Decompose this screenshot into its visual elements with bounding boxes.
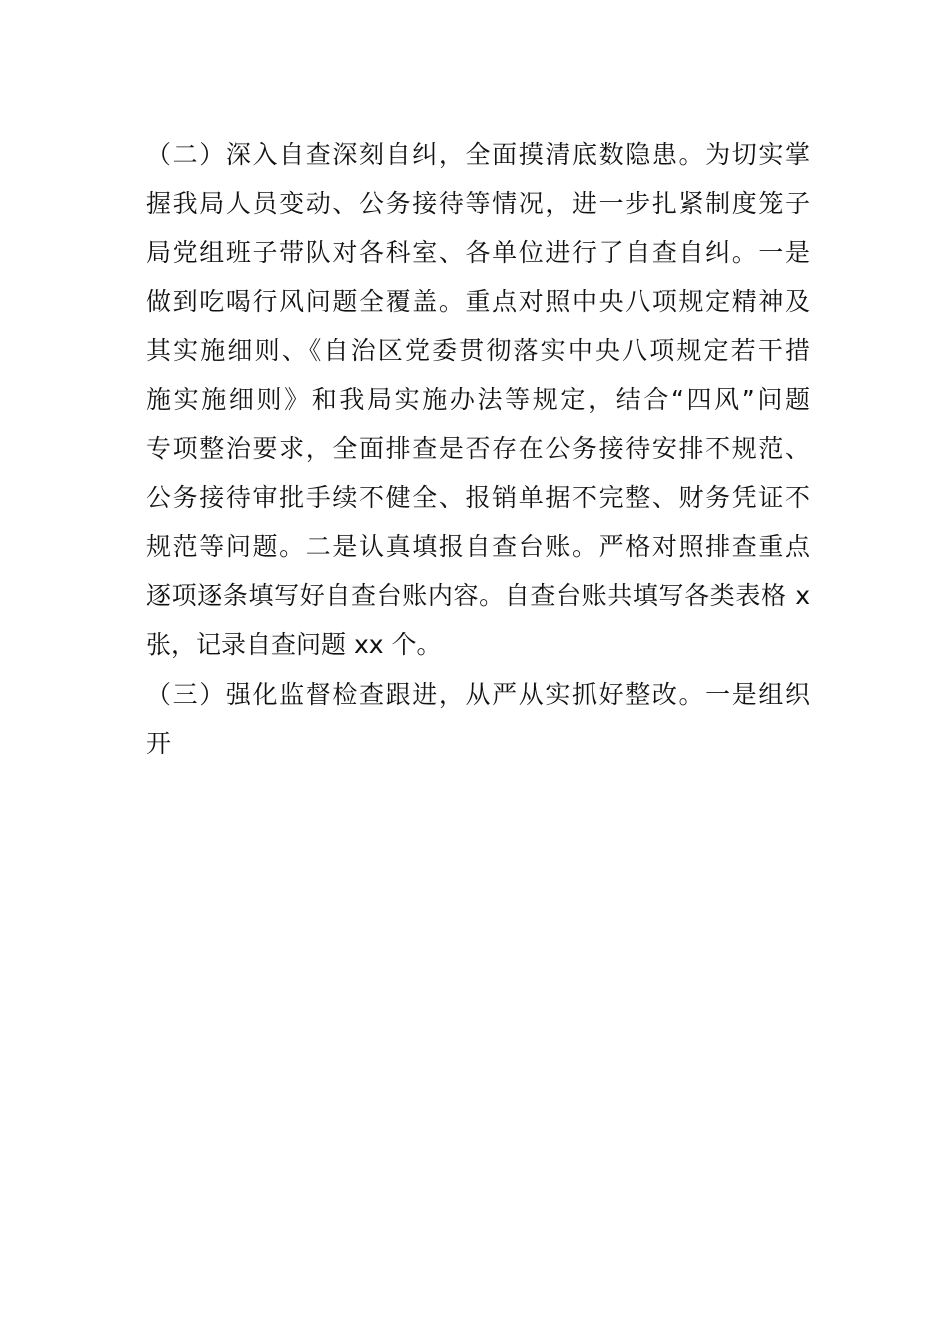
paragraph-supervision <box>146 670 810 768</box>
text-line: 逐项逐条填写好自查台账内容。自查台账共填写各类表格 x <box>146 581 810 610</box>
text-line: （三）强化监督检查跟进，从严从实抓好整改。一是组织 <box>146 680 810 709</box>
text-line: 局党组班子带队对各科室、各单位进行了自查自纠。一是 <box>146 238 810 267</box>
text-line: 开 <box>146 729 172 758</box>
text-line: 公务接待审批手续不健全、报销单据不完整、财务凭证不 <box>146 483 810 512</box>
text-line: 其实施细则、《自治区党委贯彻落实中央八项规定若干措 <box>146 336 810 365</box>
text-line: 张，记录自查问题 xx 个。 <box>146 630 442 659</box>
text-line: 做到吃喝行风问题全覆盖。重点对照中央八项规定精神及 <box>146 287 810 316</box>
paragraph-self-inspection <box>146 130 810 669</box>
document-body <box>146 130 810 768</box>
text-line: 施实施细则》和我局实施办法等规定，结合“四风”问题 <box>146 385 810 414</box>
text-line: 专项整治要求，全面排查是否存在公务接待安排不规范、 <box>146 434 810 463</box>
text-line: 规范等问题。二是认真填报自查台账。严格对照排查重点 <box>146 532 810 561</box>
text-line: （二）深入自查深刻自纠，全面摸清底数隐患。为切实掌 <box>146 140 810 169</box>
text-line: 握我局人员变动、公务接待等情况，进一步扎紧制度笼子 <box>146 189 810 218</box>
